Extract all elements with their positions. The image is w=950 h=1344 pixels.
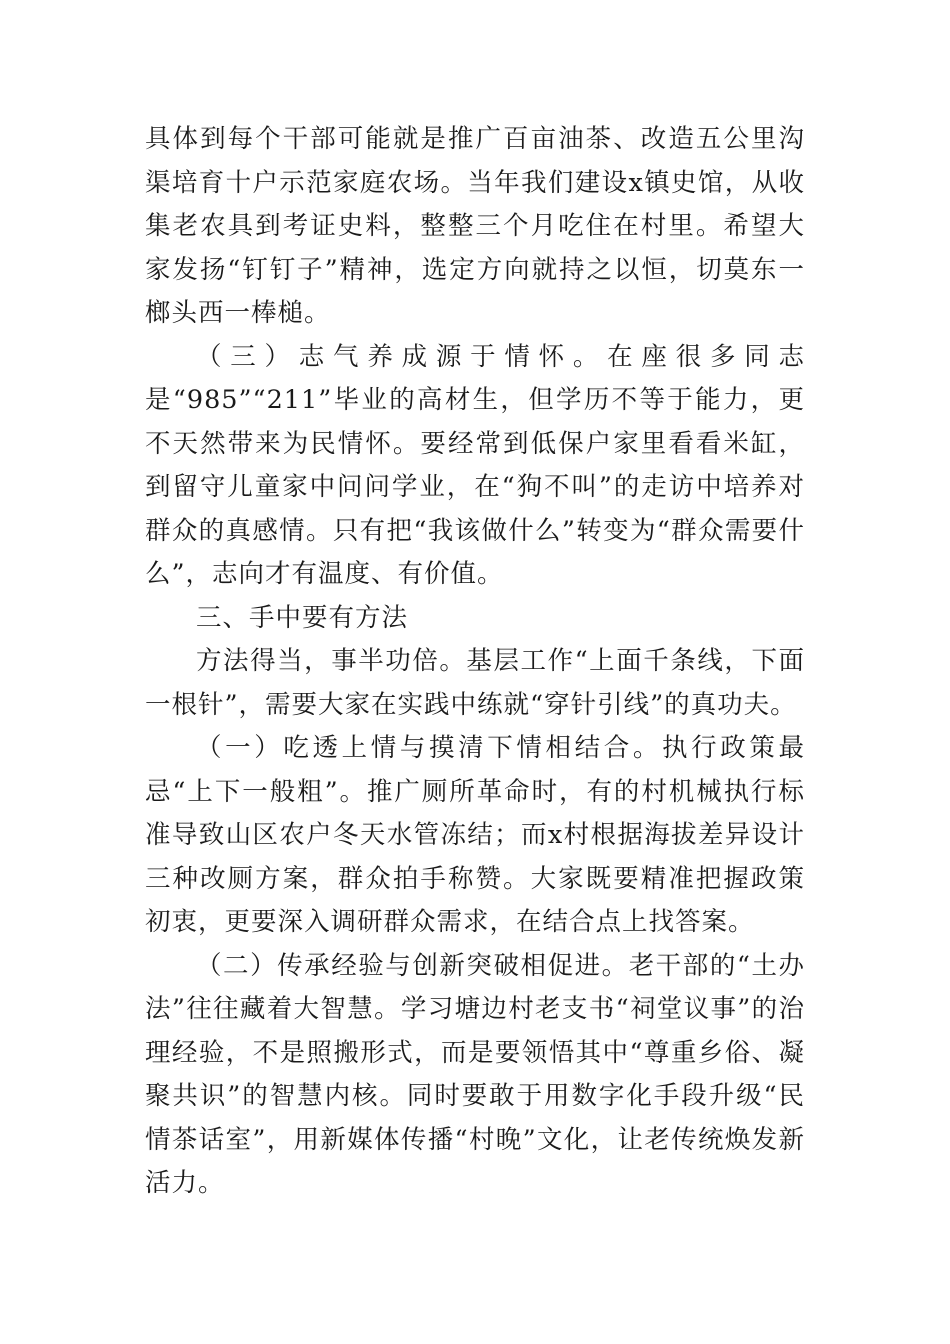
paragraph-methods-intro: 方法得当，事半功倍。基层工作“上面千条线，下面一根针”，需要大家在实践中练就“穿针引线”的真功夫。: [145, 646, 805, 720]
paragraph-method-2: （二）传承经验与创新突破相促进。老干部的“土办法”往往藏着大智慧。学习塘边村老支书“祠堂议事”的治理经验，不是照搬形式，而是要领悟其中“尊重乡俗、凝聚共识”的智慧内核。同时要敢于用数字化手段升级“民情茶话室”，用新媒体传播“村晚”文化，让老传统焕发新活力。: [145, 950, 805, 1198]
paragraph-method-1: （一）吃透上情与摸清下情相结合。执行政策最忌“上下一般粗”。推广厕所革命时，有的村机械执行标准导致山区农户冬天水管冻结；而x村根据海拔差异设计三种改厕方案，群众拍手称赞。大家既要精准把握政策初衷，更要深入调研群众需求，在结合点上找答案。: [145, 733, 805, 937]
section-heading-methods: 三、手中要有方法: [196, 602, 409, 633]
paragraph-section-3: （三）志气养成源于情怀。在座很多同志是“985”“211”毕业的高材生，但学历不等于能力，更不天然带来为民情怀。要经常到低保户家里看看米缸，到留守儿童家中问问学业，在“狗不叫”的走访中培养对群众的真感情。只有把“我该做什么”转变为“群众需要什么”，志向才有温度、有价值。: [145, 341, 805, 589]
paragraph-continued: 具体到每个干部可能就是推广百亩油茶、改造五公里沟渠培育十户示范家庭农场。当年我们建设x镇史馆，从收集老农具到考证史料，整整三个月吃住在村里。希望大家发扬“钉钉子”精神，选定方向就持之以恒，切莫东一榔头西一棒槌。: [145, 124, 805, 328]
document-body: [145, 118, 805, 1206]
